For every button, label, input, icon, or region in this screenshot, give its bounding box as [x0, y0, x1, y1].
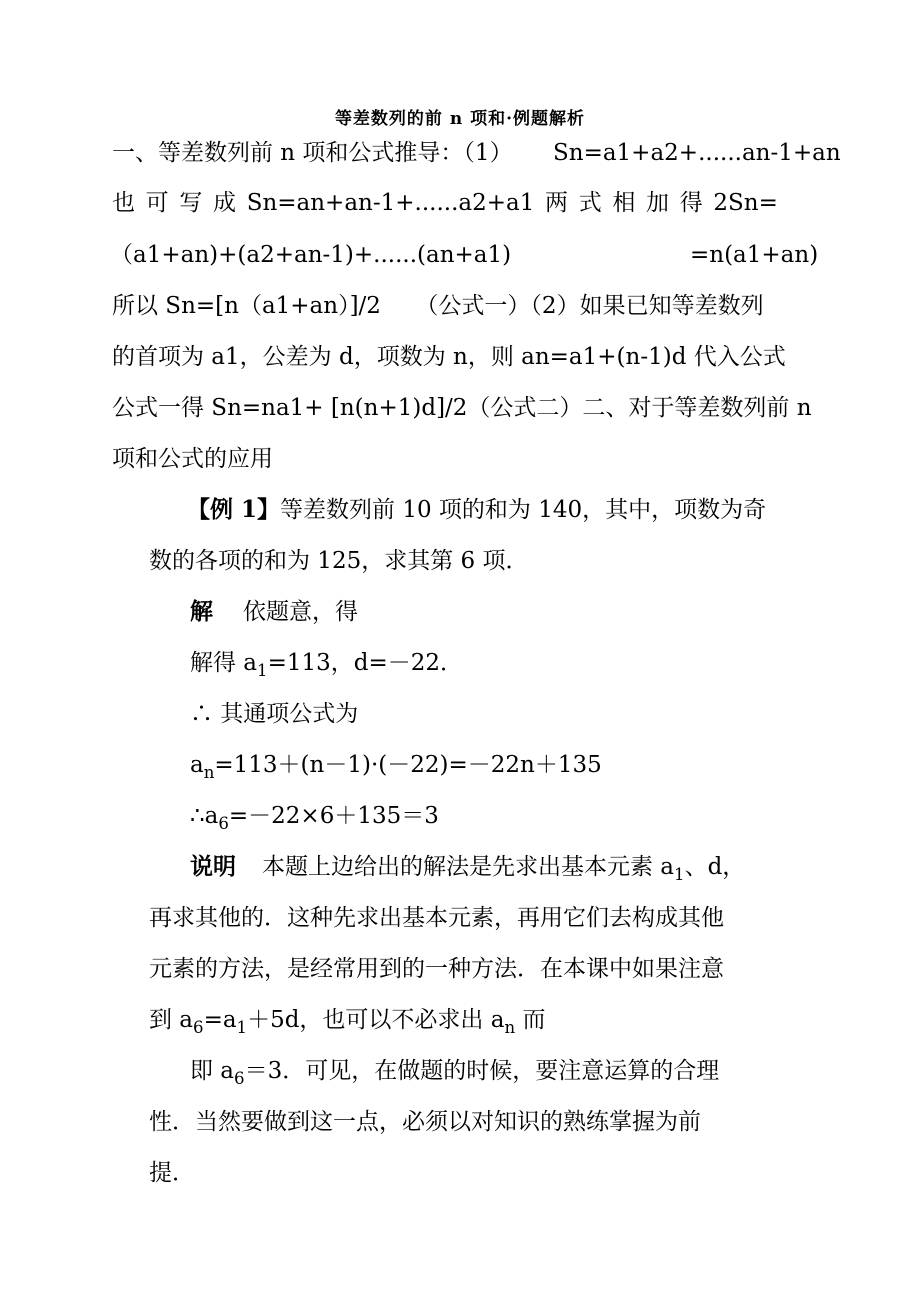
formula-pair-sum: （a1+an)+(a2+an-1)+......(an+a1)	[110, 242, 512, 268]
derivation-line-1	[112, 138, 513, 168]
explanation-line-3: 元素的方法，是经常用到的一种方法．在本课中如果注意	[149, 956, 724, 982]
explanation-line-2: 再求其他的．这种先求出基本元素，再用它们去构成其他	[149, 905, 724, 931]
solution-line-2: 解得 $a_1=113$，d=－22．	[190, 650, 463, 680]
derivation-token: 写	[179, 190, 203, 216]
formula-product: =n(a1+an)	[690, 242, 819, 268]
solution-line-1	[190, 597, 358, 627]
explanation-line-5: 即 $a_6=3$．可见，在做题的时候，要注意运算的合理	[190, 1058, 720, 1088]
explanation-line-7: 提．	[149, 1160, 195, 1186]
solution-line-4: $a_n=113+(n-1)\cdot(-22)=-22n+135$	[190, 752, 602, 782]
derivation-token: 加	[646, 190, 670, 216]
derivation-token: 两	[545, 190, 569, 216]
derivation-line-2	[112, 188, 778, 218]
solution-line-3: ∴ 其通项公式为	[190, 701, 359, 727]
derivation-token: 式	[578, 190, 602, 216]
derivation-heading: 一、等差数列前 n 项和公式推导：（1）	[112, 140, 513, 166]
formula-sum-forward: Sn=a1+a2+......an-1+an	[553, 140, 841, 166]
explanation-line-6: 性．当然要做到这一点，必须以对知识的熟练掌握为前	[149, 1109, 701, 1135]
derivation-token: Sn=an+an-1+......a2+a1	[246, 190, 535, 216]
example-text-1: 等差数列前 10 项的和为 140，其中，项数为奇	[280, 497, 767, 523]
document-title: 等差数列的前 n 项和·例题解析	[334, 109, 586, 129]
solution-text-1: 依题意，得	[243, 599, 358, 625]
derivation-line-7: 项和公式的应用	[112, 446, 273, 472]
explanation-line-4: 到 $a_6=a_1+5d$，也可以不必求出 $a_n$ 而	[149, 1007, 546, 1037]
derivation-token: 相	[612, 190, 636, 216]
derivation-line-5: 的首项为 a1，公差为 d，项数为 n，则 an=a1+(n-1)d 代入公式	[112, 344, 786, 370]
derivation-token: 可	[145, 190, 169, 216]
derivation-token: 成	[213, 190, 237, 216]
example-line-2: 数的各项的和为 125，求其第 6 项．	[149, 548, 529, 574]
solution-label: 解	[190, 598, 213, 625]
example-label: 【例 1】	[187, 496, 281, 523]
derivation-token: 得	[679, 190, 703, 216]
explanation-line-1: 说明 本题上边给出的解法是先求出基本元素 $a_1$、d，	[190, 853, 746, 884]
derivation-token: 2Sn=	[713, 190, 778, 216]
derivation-token: 也	[112, 190, 135, 216]
derivation-line-6: 公式一得 Sn=na1+ [n(n+1)d]/2（公式二）二、对于等差数列前 n	[112, 395, 812, 421]
explanation-label: 说明	[190, 853, 236, 880]
example-line-1	[187, 495, 766, 525]
derivation-line-4: 所以 Sn=[n（a1+an）]/2 （公式一）（2）如果已知等差数列	[112, 293, 764, 319]
solution-line-5: $\therefore a_6=-22\times 6+135=3$	[190, 803, 439, 833]
